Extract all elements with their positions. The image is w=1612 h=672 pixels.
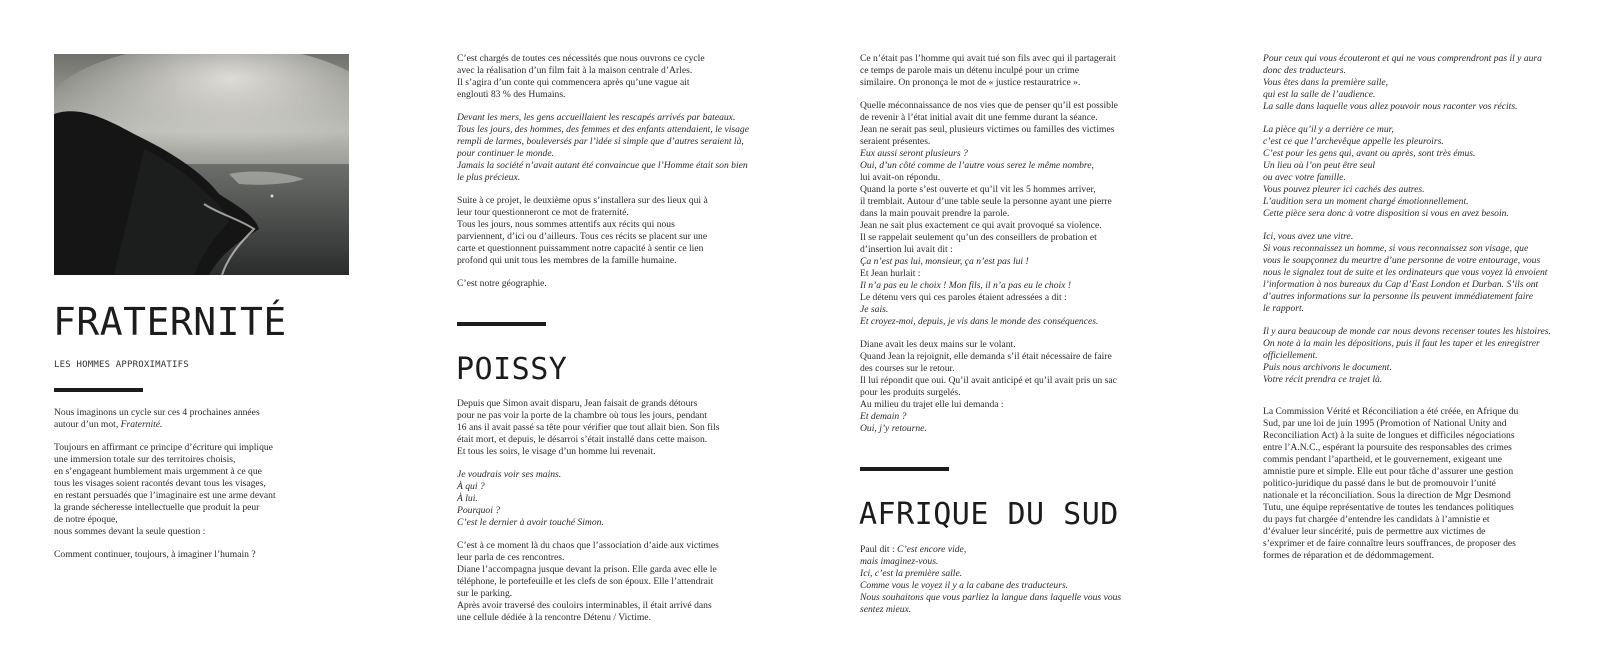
text-line: seraient présentes.: [860, 136, 931, 147]
text-line: Sud, par une loi de juin 1995 (Promotion of National Unity and: [1263, 418, 1507, 429]
text-line: Toujours en affirmant ce principe d’écriture qui implique: [54, 442, 273, 453]
text-line: À qui ?: [457, 481, 485, 492]
text-line: La pièce qu’il y a derrière ce mur,: [1263, 124, 1394, 135]
text-line: [860, 544, 1180, 556]
afrique-text: [860, 544, 1180, 627]
text-line: Et tous les soirs, le visage d’un homme lui revenait.: [457, 446, 656, 457]
text-line: officiellement.: [1263, 350, 1318, 361]
text-line: d’autres informations sur la personne ils peuvent immédiatement faire: [1263, 291, 1534, 302]
text-line: leur tour questionneront ce mot de fraternité.: [457, 207, 629, 218]
text-line: donc des traducteurs.: [1263, 65, 1346, 76]
text-line: Vous pouvez pleurer ici cachés des autres.: [1263, 184, 1425, 195]
text-line: Ici, c’est la première salle.: [860, 568, 963, 579]
text-line: amnistie pure et simple. Elle eut pour tâche d’assurer une gestion: [1263, 466, 1514, 477]
text-line: était mort, et depuis, le désarroi s’était installé dans cette maison.: [457, 434, 708, 445]
text-line: C’est à ce moment là du chaos que l’association d’aide aux victimes: [457, 540, 719, 551]
text-line: Je sais.: [860, 304, 889, 315]
text-line: Ici, vous avez une vitre.: [1263, 231, 1354, 242]
text-line: pour continuer le monde.: [457, 148, 554, 159]
text-line: Pour ceux qui vous écouteront et qui ne vous comprendront pas il y aura: [1263, 53, 1542, 64]
divider-rule: [54, 388, 143, 392]
text-line: On note à la main les dépositions, puis il faut les taper et les enregistrer: [1263, 338, 1540, 349]
col2-intro-text: C’est chargés de toutes ces nécessités que nous ouvrons ce cycle avec la réalisation d’un film fait à la maison centrale d’Arles. Il s’agira d’un conte qui commencera après qu’une vague ait englouti 83 % des Humains. Devant les mers, les gens accueillaient les rescapés arrivés par bateaux. Tous les jours, des hommes, des femmes et des enfants attendaient, le visage rempli de larmes, bouleversés par l’idée si simple que d’autres seraient là, pour continuer le monde. Jamais la société n’avait autant été convaincue que l’Homme était son bien le plus précieux. Suite à ce projet, le deuxième opus s’installera sur des lieux qui à leur tour questionneront ce mot de fraternité. Tous les jours, nous sommes attentifs aux récits qui nous parviennent, d’ici ou d’ailleurs. Tous ces récits se placent sur une carte et questionnent puissamment notre capacité à sentir ce lien profond qui unit tous les membres de la famille humaine. C’est notre géographie.: [457, 53, 777, 301]
text-line: entre l’A.N.C., espérant la poursuite des responsables des crimes: [1263, 442, 1512, 453]
text-line: Devant les mers, les gens accueillaient les rescapés arrivés par bateaux.: [457, 112, 736, 123]
text-line: sentez mieux.: [860, 604, 912, 615]
text-line: le plus précieux.: [457, 172, 521, 183]
text-line: commis pendant l’apartheid, et le gouvernement, exigeant une: [1263, 454, 1502, 465]
text-line: d’insertion lui avait dit :: [860, 244, 953, 255]
text-line: mais imaginez-vous.: [860, 556, 939, 567]
text-line: Quand Jean la rejoignit, elle demanda s’il était nécessaire de faire: [860, 351, 1112, 362]
dialogue-text: C’est encore vide,: [897, 544, 967, 555]
text-line: Il y aura beaucoup de monde car nous devons recenser toutes les histoires.: [1263, 326, 1551, 337]
text-line: Suite à ce projet, le deuxième opus s’installera sur des lieux qui à: [457, 195, 708, 206]
section-title-afrique-du-sud: AFRIQUE DU SUD: [859, 497, 1119, 532]
text-line: Ça n’est pas lui, monsieur, ça n’est pas lui !: [860, 256, 1029, 267]
text-line: ou avec votre famille.: [1263, 172, 1346, 183]
text-line: tous les visages soient racontés devant tous les visages,: [54, 478, 266, 489]
text-line: parviennent, d’ici ou d’ailleurs. Tous ces récits se placent sur une: [457, 231, 708, 242]
text-line: C’est le dernier à avoir touché Simon.: [457, 517, 604, 528]
text-line: Au milieu du trajet elle lui demanda :: [860, 399, 1004, 410]
text-line: Reconciliation Act) à la suite de longues et difficiles négociations: [1263, 430, 1515, 441]
text-line: 16 ans il avait passé sa tête pour vérifier que tout allait bien. Son fils: [457, 422, 720, 433]
text-line: pour les produits surgelés.: [860, 387, 961, 398]
landscape-photo: [54, 54, 349, 275]
text-line: nous sommes devant la seule question :: [54, 526, 206, 537]
text-line: Diane l’accompagna jusque devant la prison. Elle garda avec elle le: [457, 564, 717, 575]
text-line: de notre époque,: [54, 514, 118, 525]
text-line: La Commission Vérité et Réconciliation a été créée, en Afrique du: [1263, 406, 1519, 417]
text-line: Pourquoi ?: [457, 505, 501, 516]
text-line: similaire. On prononça le mot de « justice restauratrice ».: [860, 77, 1081, 88]
speaker-label: Paul dit :: [860, 544, 898, 555]
text-line: Cette pièce sera donc à votre disposition si vous en avez besoin.: [1263, 208, 1509, 219]
text-line: du pays fut chargée d’entendre les candidats à l’amnistie et: [1263, 514, 1490, 525]
text-line: Oui, d’un côté comme de l’autre vous serez le même nombre,: [860, 160, 1094, 171]
text-line: politico-juridique du passé dans le but de promouvoir l’unité: [1263, 478, 1496, 489]
text-line: leur parla de ces rencontres.: [457, 552, 565, 563]
text-line: Eux aussi seront plusieurs ?: [860, 148, 968, 159]
text-line: avec la réalisation d’un film fait à la maison centrale d’Arles.: [457, 65, 693, 76]
text-line: Et Jean hurlait :: [860, 268, 921, 279]
text-line: il tremblait. Autour d’une table seule la personne ayant une pierre: [860, 196, 1112, 207]
text-line: carte et questionnent puissamment notre capacité à sentir ce lien: [457, 243, 704, 254]
text-line: s’exprimer et de faire connaître leurs souffrances, de proposer des: [1263, 538, 1516, 549]
text-line: vous le soupçonnez du meurtre d’une personne de votre entourage, vous: [1263, 255, 1541, 266]
text-line: La salle dans laquelle vous allez pouvoir nous raconter vos récits.: [1263, 101, 1518, 112]
text-line: nous le signalez tout de suite et les ordinateurs que vous voyez là envoient: [1263, 267, 1548, 278]
text-line: qui est la salle de l’audience.: [1263, 89, 1376, 100]
text-line: Tous les jours, nous sommes attentifs aux récits qui nous: [457, 219, 675, 230]
text-line: C’est chargés de toutes ces nécessités que nous ouvrons ce cycle: [457, 53, 705, 64]
text-line: Et croyez-moi, depuis, je vis dans le monde des conséquences.: [860, 316, 1099, 327]
text-line: téléphone, le portefeuille et les clefs de son époux. Elle l’attendrait: [457, 576, 714, 587]
text-line: nationale et la réconciliation. Sous la direction de Mgr Desmond: [1263, 490, 1511, 501]
text-line: ce temps de parole mais un détenu inculpé pour un crime: [860, 65, 1079, 76]
text-line: en s’engageant humblement mais urgemment à ce que: [54, 466, 262, 477]
fraternite-text: Nous imaginons un cycle sur ces 4 prochaines années autour d’un mot, Fraternité. Toujours en affirmant ce principe d’écriture qui implique une immersion totale sur des territoires choisis, en s’engageant humblement mais urgemment à ce que tous les visages soient racontés devant tous les visages, en restant persuadés que l’imaginaire est une arme devant la grande sécheresse intellectuelle que produit la peur de notre époque, nous sommes devant la seule question : Comment continuer, toujours, à imaginer l’humain ?: [54, 407, 354, 572]
text-line: c’est ce que l’archevêque appelle les pleuroirs.: [1263, 136, 1444, 147]
text-line: l’information à nos bureaux du Cap d’East London et Durban. S’ils ont: [1263, 279, 1539, 290]
text-line: C’est pour les gens qui, avant ou après, sont très émus.: [1263, 148, 1476, 159]
text-line: Quelle méconnaissance de nos vies que de penser qu’il est possible: [860, 100, 1118, 111]
text-line: L’audition sera un moment chargé émotionnellement.: [1263, 196, 1469, 207]
text-line: Tous les jours, des hommes, des femmes et des enfants attendaient, le visage: [457, 124, 749, 135]
text-line: Quand la porte s’est ouverte et qu’il vit les 5 hommes arriver,: [860, 184, 1096, 195]
section-subtitle: LES HOMMES APPROXIMATIFS: [54, 360, 189, 370]
text-line: Il n’a pas eu le choix ! Mon fils, il n’a pas eu le choix !: [860, 280, 1072, 291]
text-line: Oui, j’y retourne.: [860, 423, 927, 434]
text-line: sur le parking.: [457, 588, 513, 599]
text-line: rempli de larmes, bouleversés par l’idée si simple que d’autres seraient là,: [457, 136, 744, 147]
text-line: Depuis que Simon avait disparu, Jean faisait de grands détours: [457, 398, 698, 409]
text-line: Le détenu vers qui ces paroles étaient adressées a dit :: [860, 292, 1067, 303]
text-line: Si vous reconnaissez un homme, si vous reconnaissez son visage, que: [1263, 243, 1529, 254]
section-title-fraternite: FRATERNITÉ: [53, 300, 287, 344]
text-line: profond qui unit tous les membres de la famille humaine.: [457, 255, 677, 266]
text-line: Il s’agira d’un conte qui commencera après qu’une vague ait: [457, 77, 690, 88]
text-line: Votre récit prendra ce trajet là.: [1263, 374, 1383, 385]
text-line: Vous êtes dans la première salle,: [1263, 77, 1389, 88]
text-line: Et demain ?: [860, 411, 907, 422]
text-line: d’évaluer leur sincérité, puis de permettre aux victimes de: [1263, 526, 1486, 537]
text-line: Il se rappelait seulement qu’un des conseillers de probation et: [860, 232, 1097, 243]
text-line: Jean ne sait plus exactement ce qui avait provoqué sa violence.: [860, 220, 1102, 231]
section-title-poissy: POISSY: [456, 352, 568, 387]
text-line: en restant persuadés que l’imaginaire est une arme devant: [54, 490, 276, 501]
text-line: une cellule dédiée à la rencontre Détenu / Victime.: [457, 612, 651, 623]
text-line: dans la main pouvait prendre la parole.: [860, 208, 1010, 219]
divider-rule: [457, 322, 546, 326]
text-line: Il lui répondit que oui. Qu’il avait anticipé et qu’il avait pris un sac: [860, 375, 1117, 386]
text-line: Jean ne serait pas seul, plusieurs victimes ou familles des victimes: [860, 124, 1115, 135]
text-line: Je voudrais voir ses mains.: [457, 469, 562, 480]
text-line: Tutu, une équipe représentative de toutes les tendances politiques: [1263, 502, 1514, 513]
text-line: Après avoir traversé des couloirs interminables, il était arrivé dans: [457, 600, 712, 611]
text-line: pour ne pas voir la porte de la chambre où tous les jours, pendant: [457, 410, 707, 421]
col3-text: [860, 53, 1180, 446]
text-line: Comme vous le voyez il y a la cabane des traducteurs.: [860, 580, 1069, 591]
text-line: Diane avait les deux mains sur le volant.: [860, 339, 1016, 350]
text-line: le rapport.: [1263, 303, 1305, 314]
text-line: formes de réparation et de dédommagement.: [1263, 550, 1435, 561]
text-line: Nous souhaitons que vous parliez la langue dans laquelle vous vous: [860, 592, 1122, 603]
text-line: de revenir à l’état initial avait dit une femme durant la séance.: [860, 112, 1098, 123]
text-line: Puis nous archivons le document.: [1263, 362, 1392, 373]
poissy-text: [457, 398, 777, 635]
divider-rule: [860, 467, 949, 471]
text-line: des courses sur le retour.: [860, 363, 955, 374]
text-line: la grande sécheresse intellectuelle que produit la peur: [54, 502, 260, 513]
text-line: À lui.: [457, 493, 478, 504]
text-line: Ce n’était pas l’homme qui avait tué son fils avec qui il partagerait: [860, 53, 1116, 64]
text-line: une immersion totale sur des territoires choisis,: [54, 454, 236, 465]
col4-text: [1263, 53, 1583, 573]
text-line: Un lieu où l’on peut être seul: [1263, 160, 1376, 171]
text-line: englouti 83 % des Humains.: [457, 89, 566, 100]
text-line: lui avait-on répondu.: [860, 172, 941, 183]
text-line: Jamais la société n’avait autant été convaincue que l’Homme était son bien: [457, 160, 748, 171]
